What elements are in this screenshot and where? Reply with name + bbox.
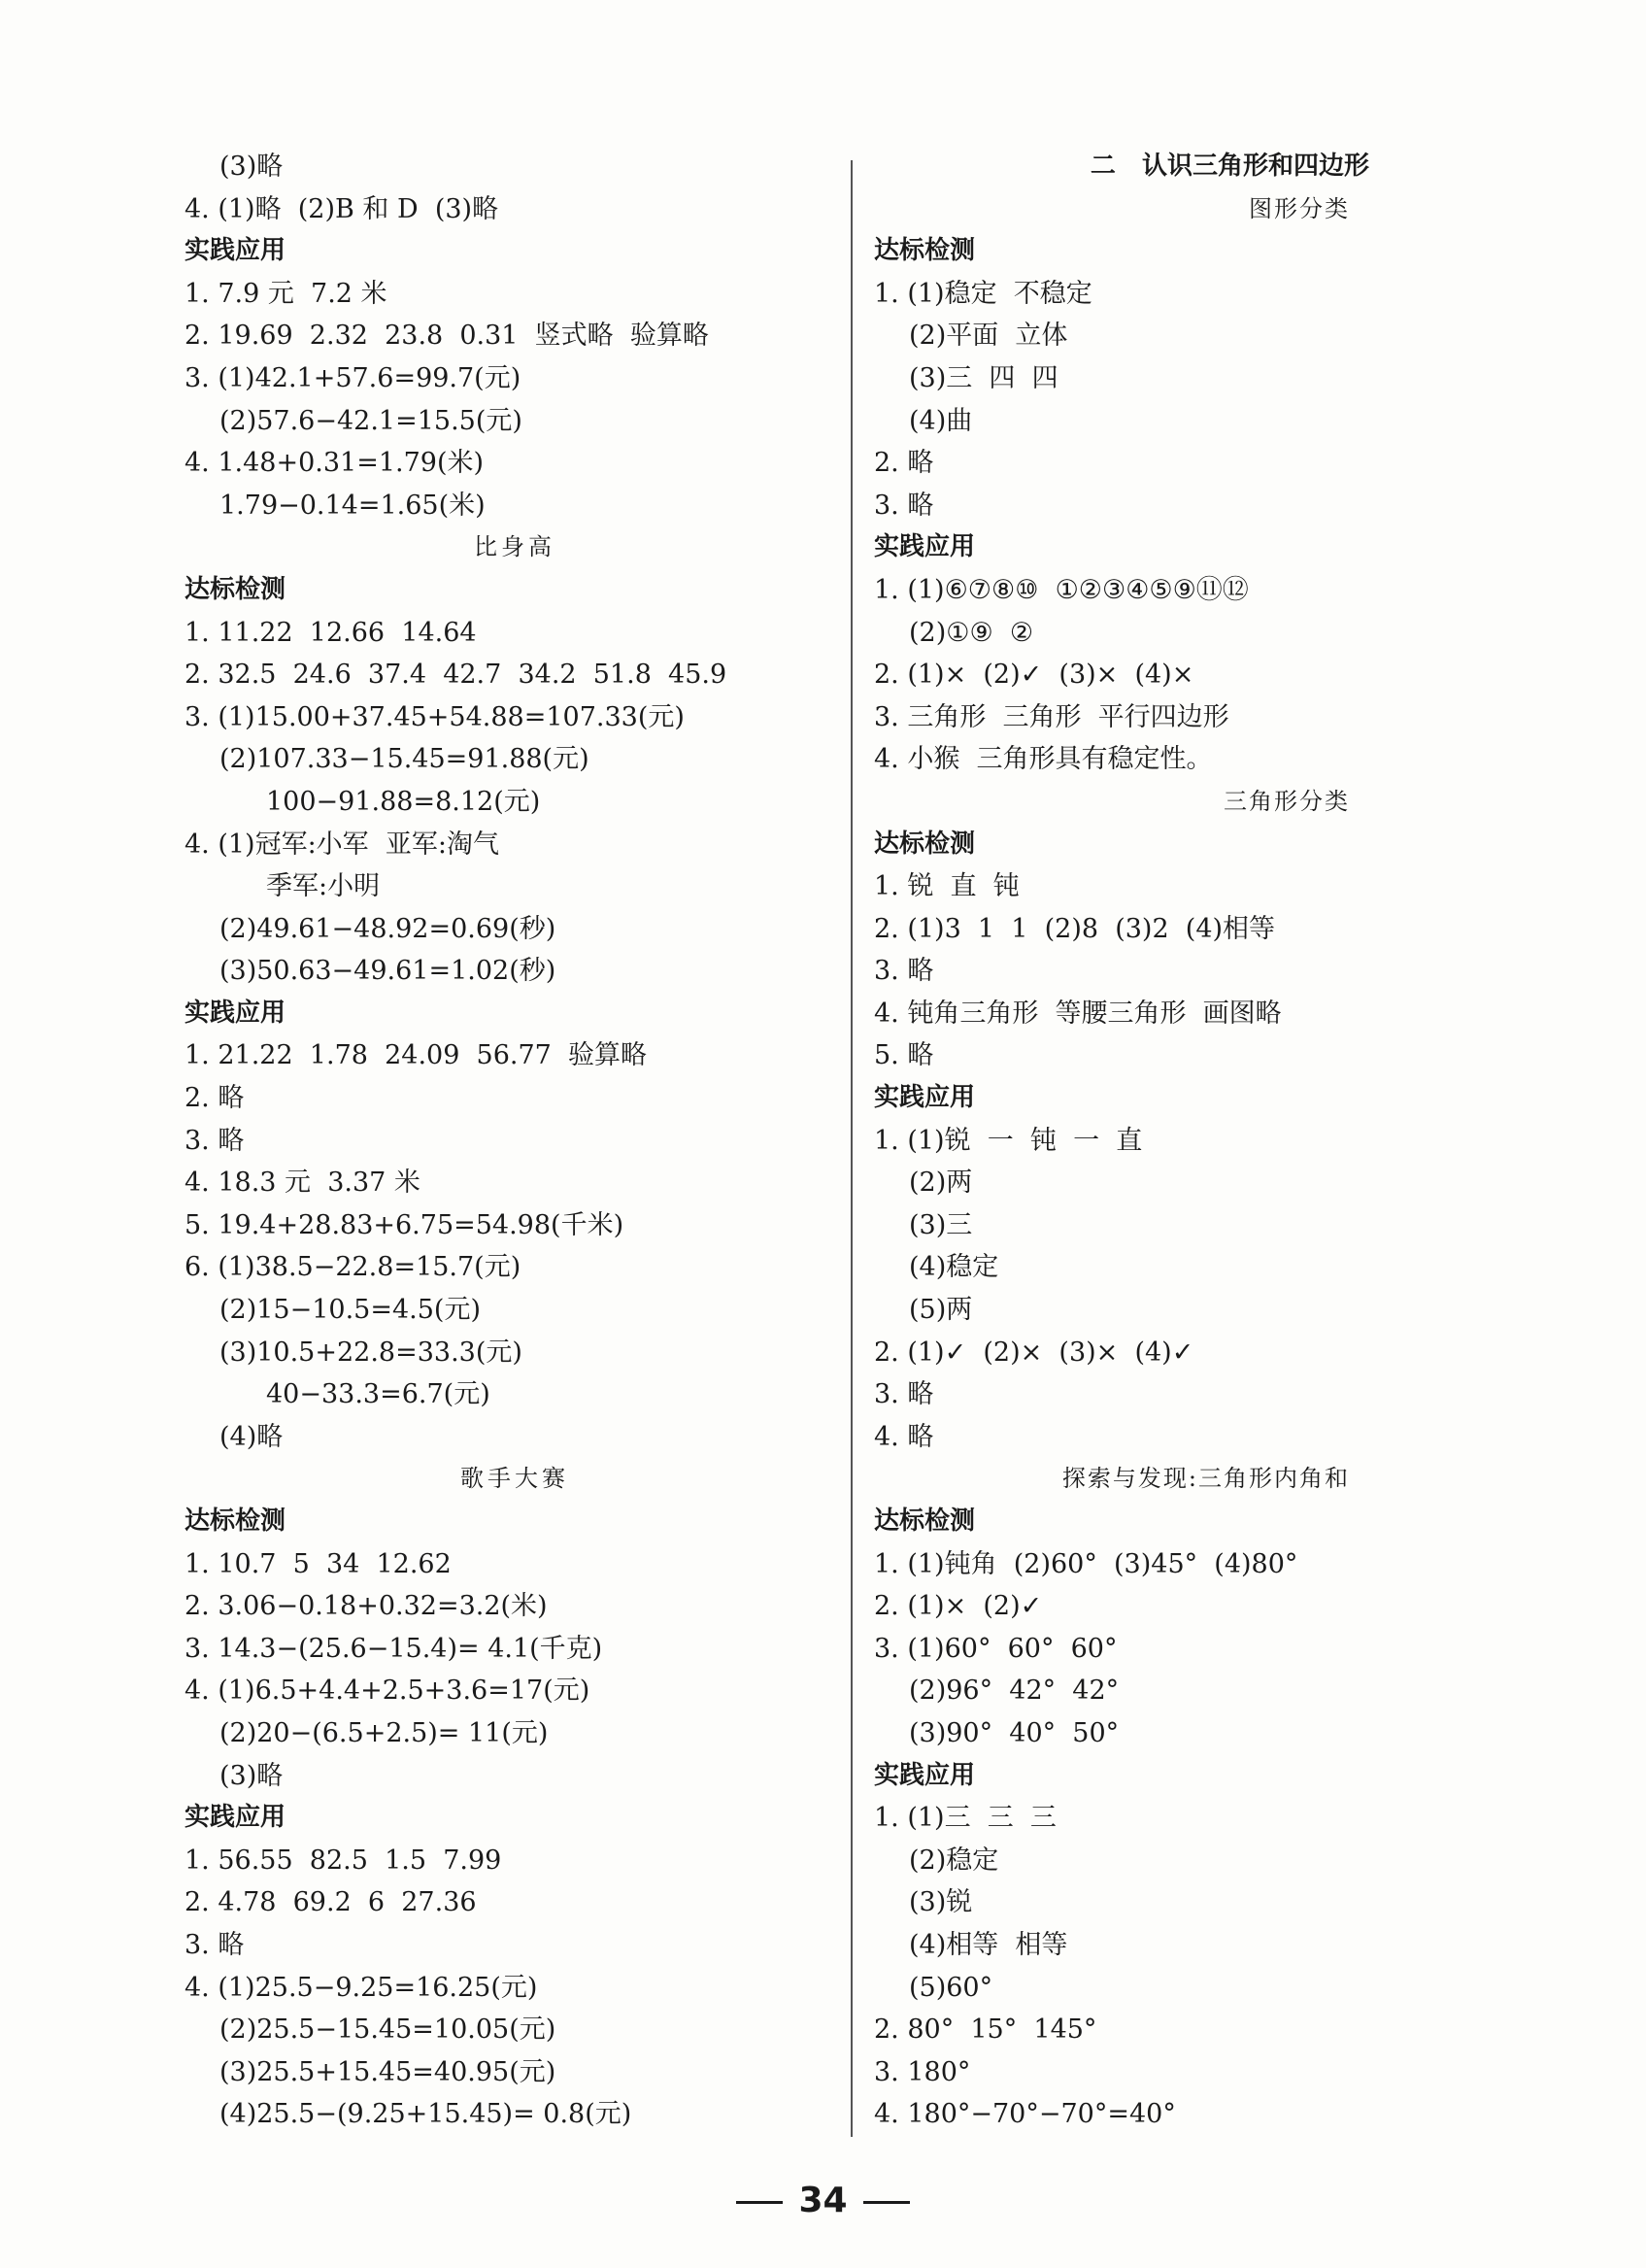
answer-line: 4. 小猴 三角形具有稳定性。 [874,744,1213,775]
section-heading: 达标检测 [874,1506,976,1536]
section-heading: 实践应用 [874,1083,976,1113]
column-divider [851,160,853,2137]
answer-line: 4. 1.48+0.31=1.79(米) [185,448,485,479]
answer-line: 2. 32.5 24.6 37.4 42.7 34.2 51.8 45.9 [185,660,727,691]
section-heading: 达标检测 [185,1506,286,1536]
answer-line: 4. (1)略 (2)B 和 D (3)略 [185,193,499,224]
answer-line: 1. 10.7 5 34 12.62 [185,1548,452,1579]
answer-line: 1.79−0.14=1.65(米) [219,490,486,521]
section-heading: 实践应用 [185,998,286,1028]
section-heading: 实践应用 [185,1803,286,1833]
answer-line: (2)20−(6.5+2.5)= 11(元) [219,1717,549,1748]
answer-line: 3. (1)42.1+57.6=99.7(元) [185,362,521,393]
page-number-text: 34 [798,2181,848,2220]
section-heading: 实践应用 [874,532,976,562]
answer-line: 4. 钝角三角形 等腰三角形 画图略 [874,998,1282,1029]
answer-line: 1. (1)锐 一 钝 一 直 [874,1125,1143,1156]
answer-line: 1. (1)钝角 (2)60° (3)45° (4)80° [874,1548,1298,1579]
answer-line: (4)略 [219,1421,284,1452]
answer-line: 1. (1)⑥⑦⑧⑩ ①②③④⑤⑨⑪⑫ [874,574,1249,605]
answer-line: 3. 略 [185,1929,245,1960]
answer-line: 3. 略 [874,1379,934,1410]
answer-line: 3. 略 [874,490,934,521]
answer-line: 4. (1)25.5−9.25=16.25(元) [185,1972,538,2003]
answer-line: (3)50.63−49.61=1.02(秒) [219,956,556,987]
chapter-title: 二 认识三角形和四边形 [1090,152,1369,181]
answer-line: 2. (1)× (2)✓ [874,1591,1043,1622]
answer-line: 1. 锐 直 钝 [874,871,1020,902]
answer-line: 3. 14.3−(25.6−15.4)= 4.1(千克) [185,1633,603,1664]
answer-line: 2. (1)× (2)✓ (3)× (4)× [874,660,1194,691]
section-heading: 实践应用 [185,236,286,266]
answer-line: 100−91.88=8.12(元) [266,786,541,817]
answer-line: 4. 略 [874,1421,934,1452]
answer-line: 40−33.3=6.7(元) [266,1379,490,1410]
answer-line: (2)25.5−15.45=10.05(元) [219,2014,556,2046]
answer-line: (3)25.5+15.45=40.95(元) [219,2056,556,2087]
answer-line: (4)稳定 [909,1252,999,1283]
answer-line: 1. (1)稳定 不稳定 [874,278,1092,309]
answer-line: 1. 56.55 82.5 1.5 7.99 [185,1845,502,1876]
answer-line: (2)15−10.5=4.5(元) [219,1295,481,1326]
answer-line: (2)①⑨ ② [909,617,1034,648]
answer-line: 3. (1)15.00+37.45+54.88=107.33(元) [185,701,685,732]
lesson-title: 比身高 [474,533,555,561]
section-heading: 实践应用 [874,1760,976,1790]
answer-line: (3)略 [219,152,284,182]
answer-line: (3)略 [219,1760,284,1791]
answer-line: (2)稳定 [909,1845,999,1876]
answer-line: 2. 略 [874,448,934,479]
answer-line: (4)相等 相等 [909,1929,1068,1960]
answer-line: 2. 80° 15° 145° [874,2014,1097,2046]
answer-line: (2)平面 立体 [909,321,1068,352]
answer-line: 6. (1)38.5−22.8=15.7(元) [185,1252,521,1283]
answer-line: 2. (1)3 1 1 (2)8 (3)2 (4)相等 [874,913,1276,944]
lesson-title: 三角形分类 [1224,787,1350,815]
section-heading: 达标检测 [874,236,976,266]
answer-line: 2. 19.69 2.32 23.8 0.31 竖式略 验算略 [185,321,709,352]
answer-line: 4. 180°−70°−70°=40° [874,2099,1176,2130]
answer-line: 4. 18.3 元 3.37 米 [185,1168,420,1199]
answer-line: 3. 180° [874,2056,971,2087]
dash-right [863,2201,910,2204]
lesson-title: 图形分类 [1249,194,1350,222]
lesson-title: 探索与发现:三角形内角和 [1061,1465,1350,1493]
answer-line: 3. 略 [874,956,934,987]
answer-line: 3. (1)60° 60° 60° [874,1633,1118,1664]
answer-line: 5. 19.4+28.83+6.75=54.98(千米) [185,1209,624,1240]
lesson-title: 歌手大赛 [460,1465,569,1493]
answer-line: 4. (1)6.5+4.4+2.5+3.6=17(元) [185,1676,590,1707]
answer-line: (2)49.61−48.92=0.69(秒) [219,913,556,944]
answer-line: 1. 11.22 12.66 14.64 [185,617,477,648]
dash-left [736,2201,783,2204]
answer-line: (3)锐 [909,1887,973,1918]
answer-line: 1. (1)三 三 三 [874,1803,1057,1834]
answer-line: 4. (1)冠军:小军 亚军:淘气 [185,829,499,860]
answer-line: (3)10.5+22.8=33.3(元) [219,1337,522,1368]
answer-line: (5)两 [909,1295,973,1326]
answer-line: (2)57.6−42.1=15.5(元) [219,405,522,436]
answer-line: 2. 3.06−0.18+0.32=3.2(米) [185,1591,548,1622]
answer-line: 季军:小明 [266,871,381,902]
answer-line: (4)曲 [909,405,973,436]
left-column [185,146,845,2136]
right-column [874,146,1398,2136]
answer-line: (5)60° [909,1972,993,2003]
answer-line: 5. 略 [874,1040,934,1071]
answer-line: 2. 略 [185,1083,245,1114]
answer-line: (3)90° 40° 50° [909,1717,1120,1748]
answer-line: 3. 三角形 三角形 平行四边形 [874,701,1229,732]
section-heading: 达标检测 [185,574,286,604]
answer-line: (4)25.5−(9.25+15.45)= 0.8(元) [219,2099,632,2130]
page-number [0,2181,1646,2220]
answer-line: 2. 4.78 69.2 6 27.36 [185,1887,477,1918]
answer-line: (2)96° 42° 42° [909,1676,1120,1707]
answer-line: (3)三 四 四 [909,362,1058,393]
answer-line: 3. 略 [185,1125,245,1156]
section-heading: 达标检测 [874,829,976,859]
answer-line: 2. (1)✓ (2)× (3)× (4)✓ [874,1337,1194,1368]
answer-line: 1. 21.22 1.78 24.09 56.77 验算略 [185,1040,648,1071]
answer-line: 1. 7.9 元 7.2 米 [185,278,387,309]
answer-line: (3)三 [909,1209,973,1240]
answer-line: (2)107.33−15.45=91.88(元) [219,744,589,775]
answer-line: (2)两 [909,1168,973,1199]
